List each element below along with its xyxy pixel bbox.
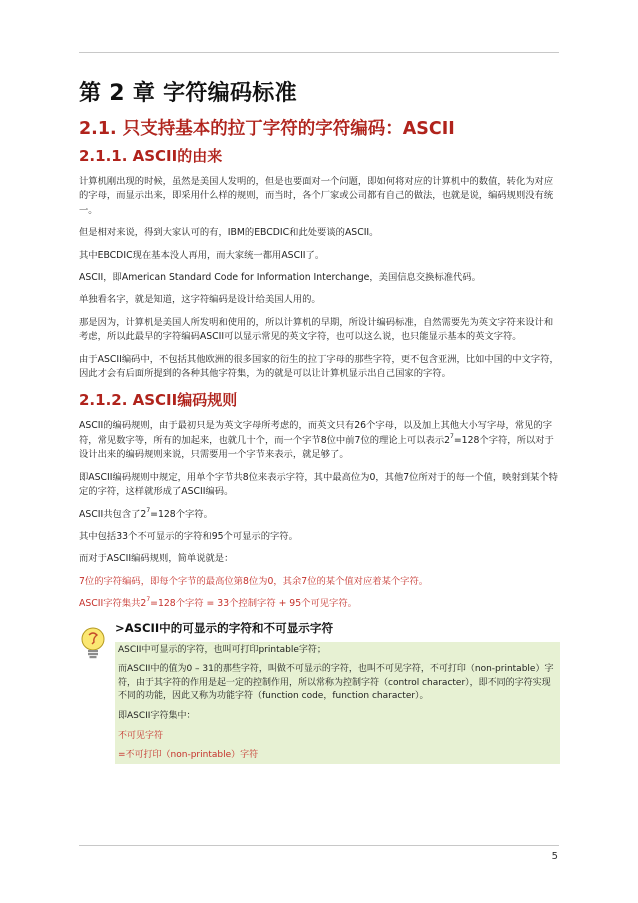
- highlight-paragraph: 7位的字符编码，即每个字节的最高位第8位为0，其余7位的某个值对应着某个字符。: [79, 575, 429, 587]
- page-number: 5: [551, 851, 558, 862]
- note-box: [115, 642, 560, 764]
- note-callout: [79, 620, 560, 764]
- paragraph: 但是相对来说，得到大家认可的有，IBM的EBCDIC和此处要谈的ASCII。: [79, 227, 379, 239]
- note-title: >ASCII中的可显示的字符和不可显示字符: [115, 620, 334, 635]
- paragraph: [79, 419, 560, 462]
- paragraph-text: ASCII共包含了2: [79, 508, 147, 520]
- note-highlight: =不可打印（non-printable）字符: [118, 750, 259, 761]
- footer-rule: [79, 845, 559, 846]
- paragraph: 由于ASCII编码中，不包括其他欧洲的很多国家的衍生的拉丁字母的那些字符，更不包含亚洲，比如中国的中文字符，因此才会有后面所提到的各种其他字符集，为的就是可以让计算机显示出自己国家的字符。: [79, 353, 559, 380]
- subsection-title-rules: 2.1.2. ASCII编码规则: [79, 391, 238, 410]
- paragraph-text: ASCII的编码规则，由于最初只是为英文字母所考虑的，而英文只有26个字母，以及加上其他大小写字母，常见的字符，常见数字等，所有的加起来，也就几十个，而一个字节8位中前7位的理论上可以表示2: [79, 420, 553, 446]
- paragraph-text: =128个字符 = 33个控制字符 + 95个可见字符。: [150, 598, 357, 610]
- header-rule: [79, 52, 559, 53]
- note-paragraph: 而ASCII中的值为0 – 31的那些字符，叫做不可显示的字符，也叫不可见字符，不可打印（non-printable）字符，由于其字符的作用是起一定的控制作用，所以常称为控制字符（control character），即不同的字符实现不同的功能，因此又称为功能字符（function code，function character）。: [118, 664, 554, 702]
- paragraph: [79, 508, 560, 522]
- subsection-title-origin: 2.1.1. ASCII的由来: [79, 147, 223, 165]
- note-paragraph: ASCII中可显示的字符，也叫可打印printable字符；: [118, 644, 326, 655]
- paragraph: 而对于ASCII编码规则，简单说就是：: [79, 553, 234, 565]
- paragraph: 即ASCII编码规则中规定，用单个字节共8位来表示字符，其中最高位为0，其他7位所对于的每一个值，映射到某个特定的字符，这样就形成了ASCII编码。: [79, 471, 558, 498]
- page-content: [79, 76, 560, 764]
- lightbulb-icon: [78, 626, 108, 660]
- paragraph: 那是因为，计算机是美国人所发明和使用的，所以计算机的早期，所设计编码标准，自然需要先为英文字符来设计和考虑，所以此最早的字符编码ASCII可以显示常见的英文字符，也可以这么说，也只能显示基本的英文字符。: [79, 316, 554, 343]
- chapter-title: 第 2 章 字符编码标准: [79, 81, 297, 106]
- superscript: 7: [146, 506, 151, 514]
- paragraph: 其中EBCDIC现在基本没人再用，而大家统一都用ASCII了。: [79, 249, 325, 261]
- note-highlight: 不可见字符: [118, 730, 164, 741]
- paragraph-text: =128个字符。: [150, 508, 213, 520]
- note-paragraph: 即ASCII字符集中：: [118, 710, 196, 721]
- paragraph-text: ASCII字符集共2: [79, 598, 147, 610]
- superscript: 7: [450, 432, 454, 440]
- paragraph: 计算机刚出现的时候，虽然是美国人发明的，但是也要面对一个问题，即如何将对应的计算机中的数值，转化为对应的字母，而显示出来，即采用什么样的规则，而当时，各个厂家或公司都有自己的做法，也就是说，编码规则没有统一。: [79, 176, 554, 216]
- paragraph: ASCII，即American Standard Code for Information Interchange，美国信息交换标准代码。: [79, 272, 481, 284]
- paragraph: 其中包括33个不可显示的字符和95个可显示的字符。: [79, 530, 298, 542]
- paragraph: 单独看名字，就是知道，这字符编码是设计给美国人用的。: [79, 294, 321, 306]
- paragraph-text: =128个字符，所以对于设计出来的编码规则来说，只需要用一个字节来表示，就足够了。: [79, 434, 554, 461]
- superscript: 7: [146, 596, 151, 604]
- highlight-paragraph: [79, 597, 560, 611]
- section-title: 2.1. 只支持基本的拉丁字符的字符编码：ASCII: [79, 119, 455, 139]
